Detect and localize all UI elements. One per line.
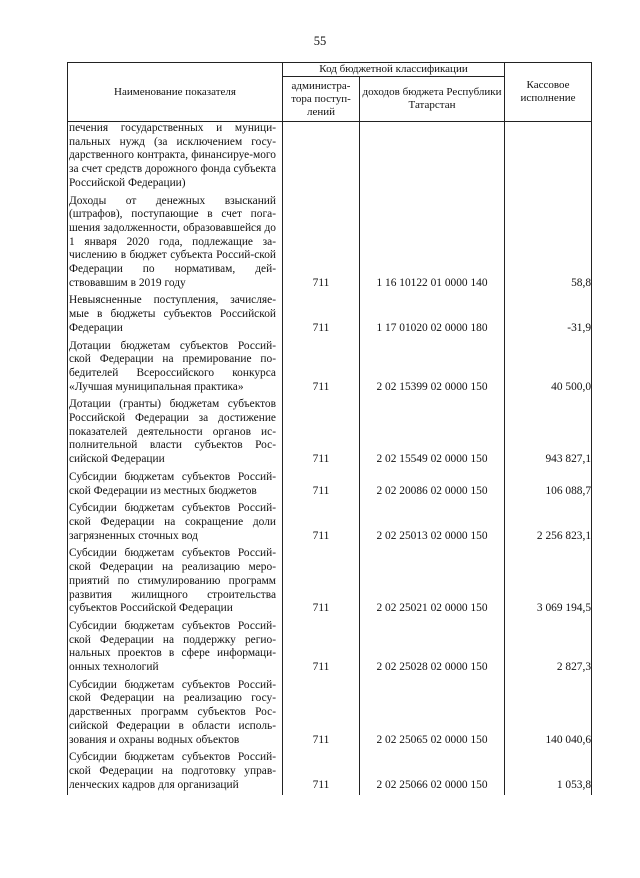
row-income-code: 2 02 25066 02 0000 150 xyxy=(360,750,505,795)
row-admin-code: 711 xyxy=(283,339,360,398)
row-amount: 3 069 194,5 xyxy=(505,546,592,619)
row-income-code: 1 17 01020 02 0000 180 xyxy=(360,293,505,338)
table-row xyxy=(68,194,592,294)
row-income-code: 2 02 25065 02 0000 150 xyxy=(360,678,505,751)
table-row xyxy=(68,122,592,194)
row-admin-code: 711 xyxy=(283,194,360,294)
table-header xyxy=(68,63,592,122)
row-amount: 140 040,6 xyxy=(505,678,592,751)
row-name: Субсидии бюджетам субъектов Россий-ской Федерации из местных бюджетов xyxy=(68,470,283,501)
row-name: Субсидии бюджетам субъектов Россий-ской Федерации на поддержку регио-нальных проектов в сфере информаци-онных технологий xyxy=(68,619,283,678)
row-name: Доходы от денежных взысканий (штрафов), поступающие в счет пога-шения задолженности, образовавшейся до 1 января 2020 года, подлежащие за-числению в бюджет субъекта Россий-ской Федерации по нормативам, дей-ствовавшим в 2019 году xyxy=(68,194,283,294)
row-admin-code xyxy=(283,122,360,194)
row-admin-code: 711 xyxy=(283,546,360,619)
row-income-code: 2 02 15549 02 0000 150 xyxy=(360,397,505,470)
row-name: Дотации бюджетам субъектов Россий-ской Федерации на премирование по-бедителей Всероссийского конкурса «Лучшая муниципальная практика» xyxy=(68,339,283,398)
row-income-code: 1 16 10122 01 0000 140 xyxy=(360,194,505,294)
row-admin-code: 711 xyxy=(283,750,360,795)
row-amount: 2 256 823,1 xyxy=(505,501,592,546)
table-row xyxy=(68,546,592,619)
table-body xyxy=(68,122,592,796)
budget-table xyxy=(67,62,592,795)
table-row xyxy=(68,750,592,795)
row-admin-code: 711 xyxy=(283,501,360,546)
row-name: Субсидии бюджетам субъектов Россий-ской Федерации на сокращение доли загрязненных сточных вод xyxy=(68,501,283,546)
row-name: печения государственных и муници-пальных нужд (за исключением госу-дарственного контракта, финансируе-мого за счет средств дорожного фонда субъекта Российской Федерации) xyxy=(68,122,283,194)
header-cash-execution: Кассовое исполнение xyxy=(505,63,592,122)
table-row xyxy=(68,293,592,338)
row-admin-code: 711 xyxy=(283,619,360,678)
header-budget-income: доходов бюджета Республики Татарстан xyxy=(360,77,505,122)
row-amount: -31,9 xyxy=(505,293,592,338)
row-admin-code: 711 xyxy=(283,397,360,470)
row-income-code: 2 02 15399 02 0000 150 xyxy=(360,339,505,398)
table-row xyxy=(68,339,592,398)
header-indicator-name: Наименование показателя xyxy=(68,63,283,122)
table-row xyxy=(68,678,592,751)
row-amount: 106 088,7 xyxy=(505,470,592,501)
row-name: Субсидии бюджетам субъектов Россий-ской Федерации на реализацию госу-дарственных программ субъектов Рос-сийской Федерации в области исполь-зования и охраны водных объектов xyxy=(68,678,283,751)
row-name: Невыясненные поступления, зачисляе-мые в бюджеты субъектов Российской Федерации xyxy=(68,293,283,338)
row-amount xyxy=(505,122,592,194)
row-name: Дотации (гранты) бюджетам субъектов Российской Федерации за достижение показателей деятельности органов ис-полнительной власти субъектов Рос-сийской Федерации xyxy=(68,397,283,470)
row-admin-code: 711 xyxy=(283,678,360,751)
header-administrator: администра-тора поступ-лений xyxy=(283,77,360,122)
row-name: Субсидии бюджетам субъектов Россий-ской Федерации на подготовку управ-ленческих кадров для организаций xyxy=(68,750,283,795)
row-income-code: 2 02 25028 02 0000 150 xyxy=(360,619,505,678)
row-name: Субсидии бюджетам субъектов Россий-ской Федерации на реализацию меро-приятий по стимулированию программ развития жилищного строительства субъектов Российской Федерации xyxy=(68,546,283,619)
page-number: 55 xyxy=(313,34,327,48)
row-amount: 40 500,0 xyxy=(505,339,592,398)
row-amount: 1 053,8 xyxy=(505,750,592,795)
row-amount: 943 827,1 xyxy=(505,397,592,470)
table-row xyxy=(68,397,592,470)
table-row xyxy=(68,470,592,501)
table-row xyxy=(68,501,592,546)
row-income-code: 2 02 25021 02 0000 150 xyxy=(360,546,505,619)
row-income-code: 2 02 25013 02 0000 150 xyxy=(360,501,505,546)
header-classification-code: Код бюджетной классификации xyxy=(283,63,505,77)
row-admin-code: 711 xyxy=(283,470,360,501)
table-row xyxy=(68,619,592,678)
row-amount: 2 827,3 xyxy=(505,619,592,678)
row-amount: 58,8 xyxy=(505,194,592,294)
row-admin-code: 711 xyxy=(283,293,360,338)
row-income-code xyxy=(360,122,505,194)
row-income-code: 2 02 20086 02 0000 150 xyxy=(360,470,505,501)
